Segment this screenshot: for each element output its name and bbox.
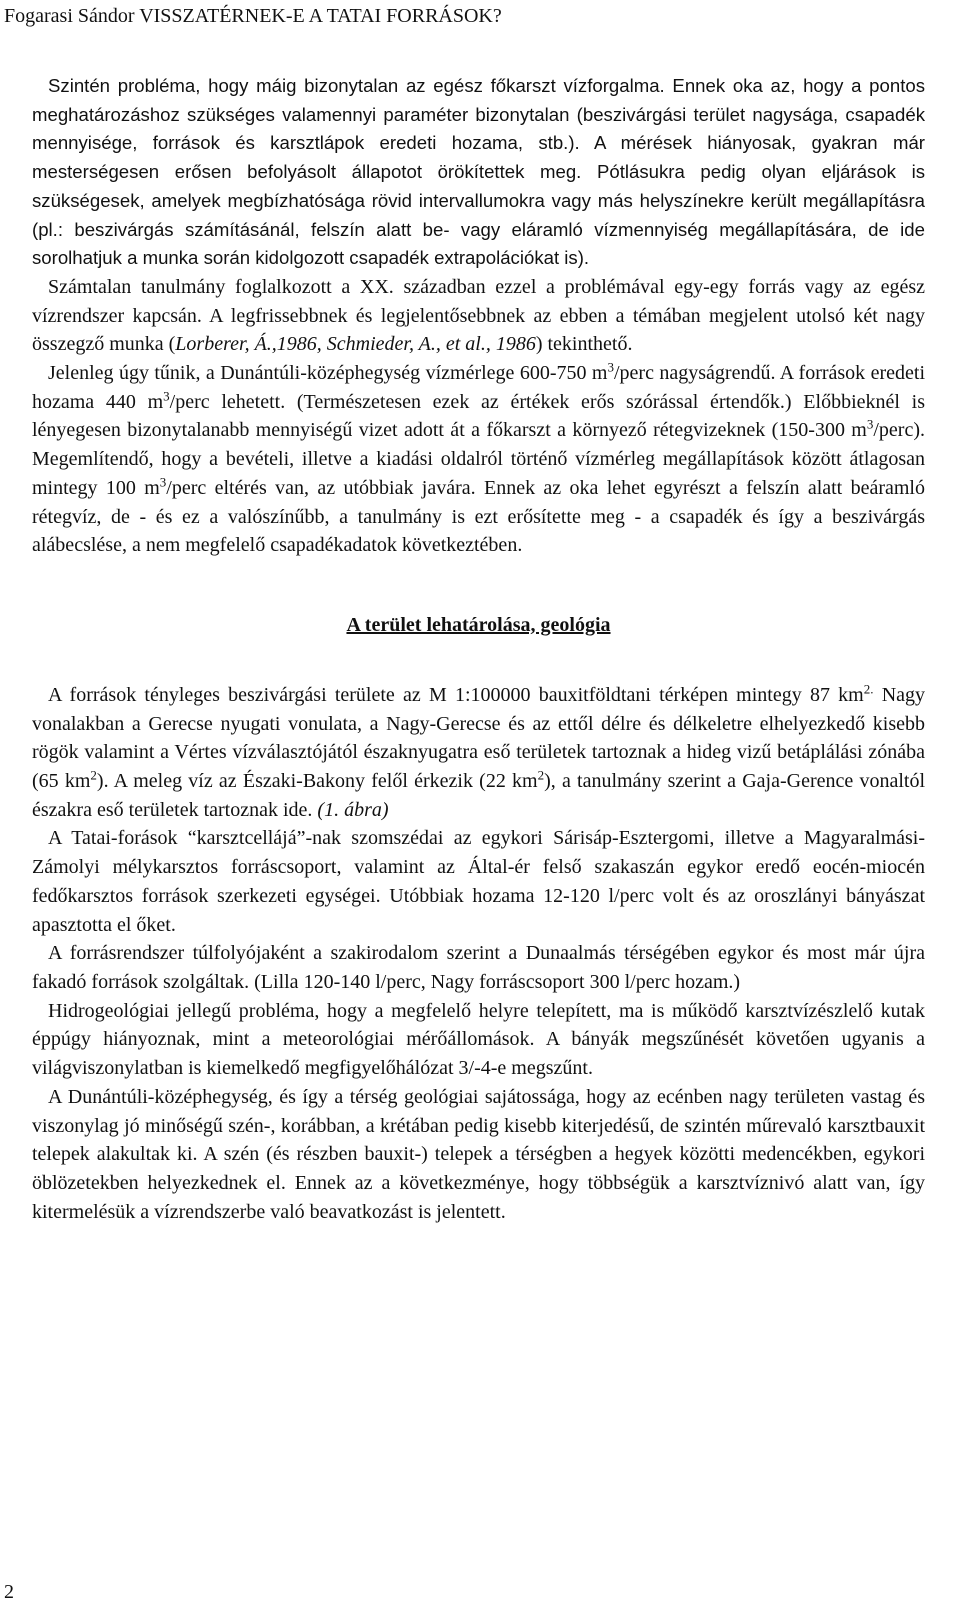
citation: Lorberer, Á.,1986, Schmieder, A., et al., 1986 [175,333,536,356]
author-name: Fogarasi Sándor [4,5,135,27]
paragraph-studies: Számtalan tanulmány foglalkozott a XX. században ezzel a problémával egy-egy forrás vagy az egész vízrendszer kapcsán. A legfrissebbnek és legjelentősebbnek az ebben a témában megjelent utolsó két nagy összegző munka (Lorberer, Á.,1986, Schmieder, A., et al., 1986) tekinthető. [32,275,925,356]
figure-reference: (1. ábra) [317,798,389,821]
document-title: VISSZATÉRNEK-E A TATAI FORRÁSOK? [139,5,502,27]
page-number: 2 [4,1581,14,1603]
paragraph-overflow: A forrásrendszer túlfolyójaként a szakirodalom szerint a Dunaalmás térségében egykor és most már újra fakadó források szolgáltak. (Lilla 120-140 l/perc, Nagy forráscsoport 300 l/perc hozam.) [32,942,925,993]
paragraph-monitoring: Hidrogeológiai jellegű probléma, hogy a megfelelő helyre telepített, ma is működő karsztvízészlelő kutak éppúgy hiányoznak, mint a meteorológiai mérőállomások. A bányák megszűnését követően ugyanis a világviszonylatban is kiemelkedő megfigyelőhálózat 3/-4-e megszűnt. [32,999,925,1080]
running-head [4,4,502,28]
paragraph-neighbours: A Tatai-forások “karsztcellájá”-nak szomszédai az egykori Sárisáp-Esztergomi, illetve a Magyaralmási-Zámolyi mélykarsztos forráscsoport, valamint az Által-ér felső szakaszán egykor eredő eocén-miocén fedőkarsztos források szerkezeti egységei. Utóbbiak hozama 12-120 l/perc volt és az oroszlányi bányászat apasztotta el őket. [32,827,925,936]
paragraph-uncertainty: Szintén probléma, hogy máig bizonytalan az egész főkarszt vízforgalma. Ennek oka az, hogy a pontos meghatározáshoz szükséges valamennyi paraméter bizonytalan (beszivárgási terület nagysága, csapadék mennyisége, források és karsztlápok eredeti hozama, stb.). A mérések hiányosak, gyakran már mesterségesen erősen befolyásolt állapotot örökítettek meg. Pótlásukra pedig olyan eljárások is szükségesek, amelyek megbízhatósága rövid intervallumokra vagy más helyszínekre került megállapításra (pl.: beszivárgás számításánál, felszín alatt be- vagy eláramló vízmennyiség megállapítására, de ide sorolhatjuk a munka során kidolgozott csapadék extrapolációkat is). [32,75,925,269]
paragraph-geology: A Dunántúli-középhegység, és így a térség geológiai sajátossága, hogy az ecénben nagy területen vastag és viszonylag jó minőségű szén-, korábban, a krétában pedig kisebb kiterjedésű, de szintén műrevaló karsztbauxit telepek alakultak ki. A szén (és részben bauxit-) telepek a térségben a hegyek közötti medencékben, egykori öblözetekben helyezkednek el. Ennek az a következménye, hogy többségük a karsztvízniv​ó alatt van, így kitermelésük a vízrendszerbe való beavatkozást is jelentett. [32,1085,925,1223]
paragraph-water-balance: Jelenleg úgy tűnik, a Dunántúli-középhegység vízmérlege 600-750 $m^3$/perc nagyságrendű. A források eredeti hozama 440 $m^3$/perc lehetett. (Természetesen ezek az értékek erős szórással értendők.) Előbbieknél is lényegesen bizonytalanabb mennyiségű vizet adott át a főkarszt a környező rétegvizeknek (150-300 $m^3/perc$). Megemlítendő, hogy a bevételi, illetve a kiadási oldalról történő vízmérleg megállapítások között átlagosan mintegy 100 $m^3$/perc eltérés van, az utóbbiak javára. Ennek az oka lehet egyrészt a felszín alatt beáramló rétegvíz, de - és ez a valószínűbb, a tanulmány is ezt erősítette meg - a csapadék és így a beszivárgás alábecslése, a nem megfelelő csapadékadatok következtében. [32,359,926,557]
paragraph-recharge-area: A források tényleges beszivárgási területe az M 1:100000 bauxitföldtani térképen mintegy 87 $km^{2.}$ Nagy vonalakban a Gerecse nyugati vonulata, a Nagy-Gerecse és az ettől délre és délkeletre elhelyezkedő kisebb rögök valamint a Vértes vízválasztójától északnyugatra eső területek tartoznak a hideg vizű betáplálási zónába (65 $km^2$). A meleg víz az Északi-Bakony felől érkezik (22 $km^2$), a tanulmány szerint a Gaja-Gerence vonaltól északra eső területek tartoznak ide. (1. ábra) [32,681,926,821]
section-title: A terület lehatárolása, geológia [346,613,611,636]
page-body [32,72,925,1226]
